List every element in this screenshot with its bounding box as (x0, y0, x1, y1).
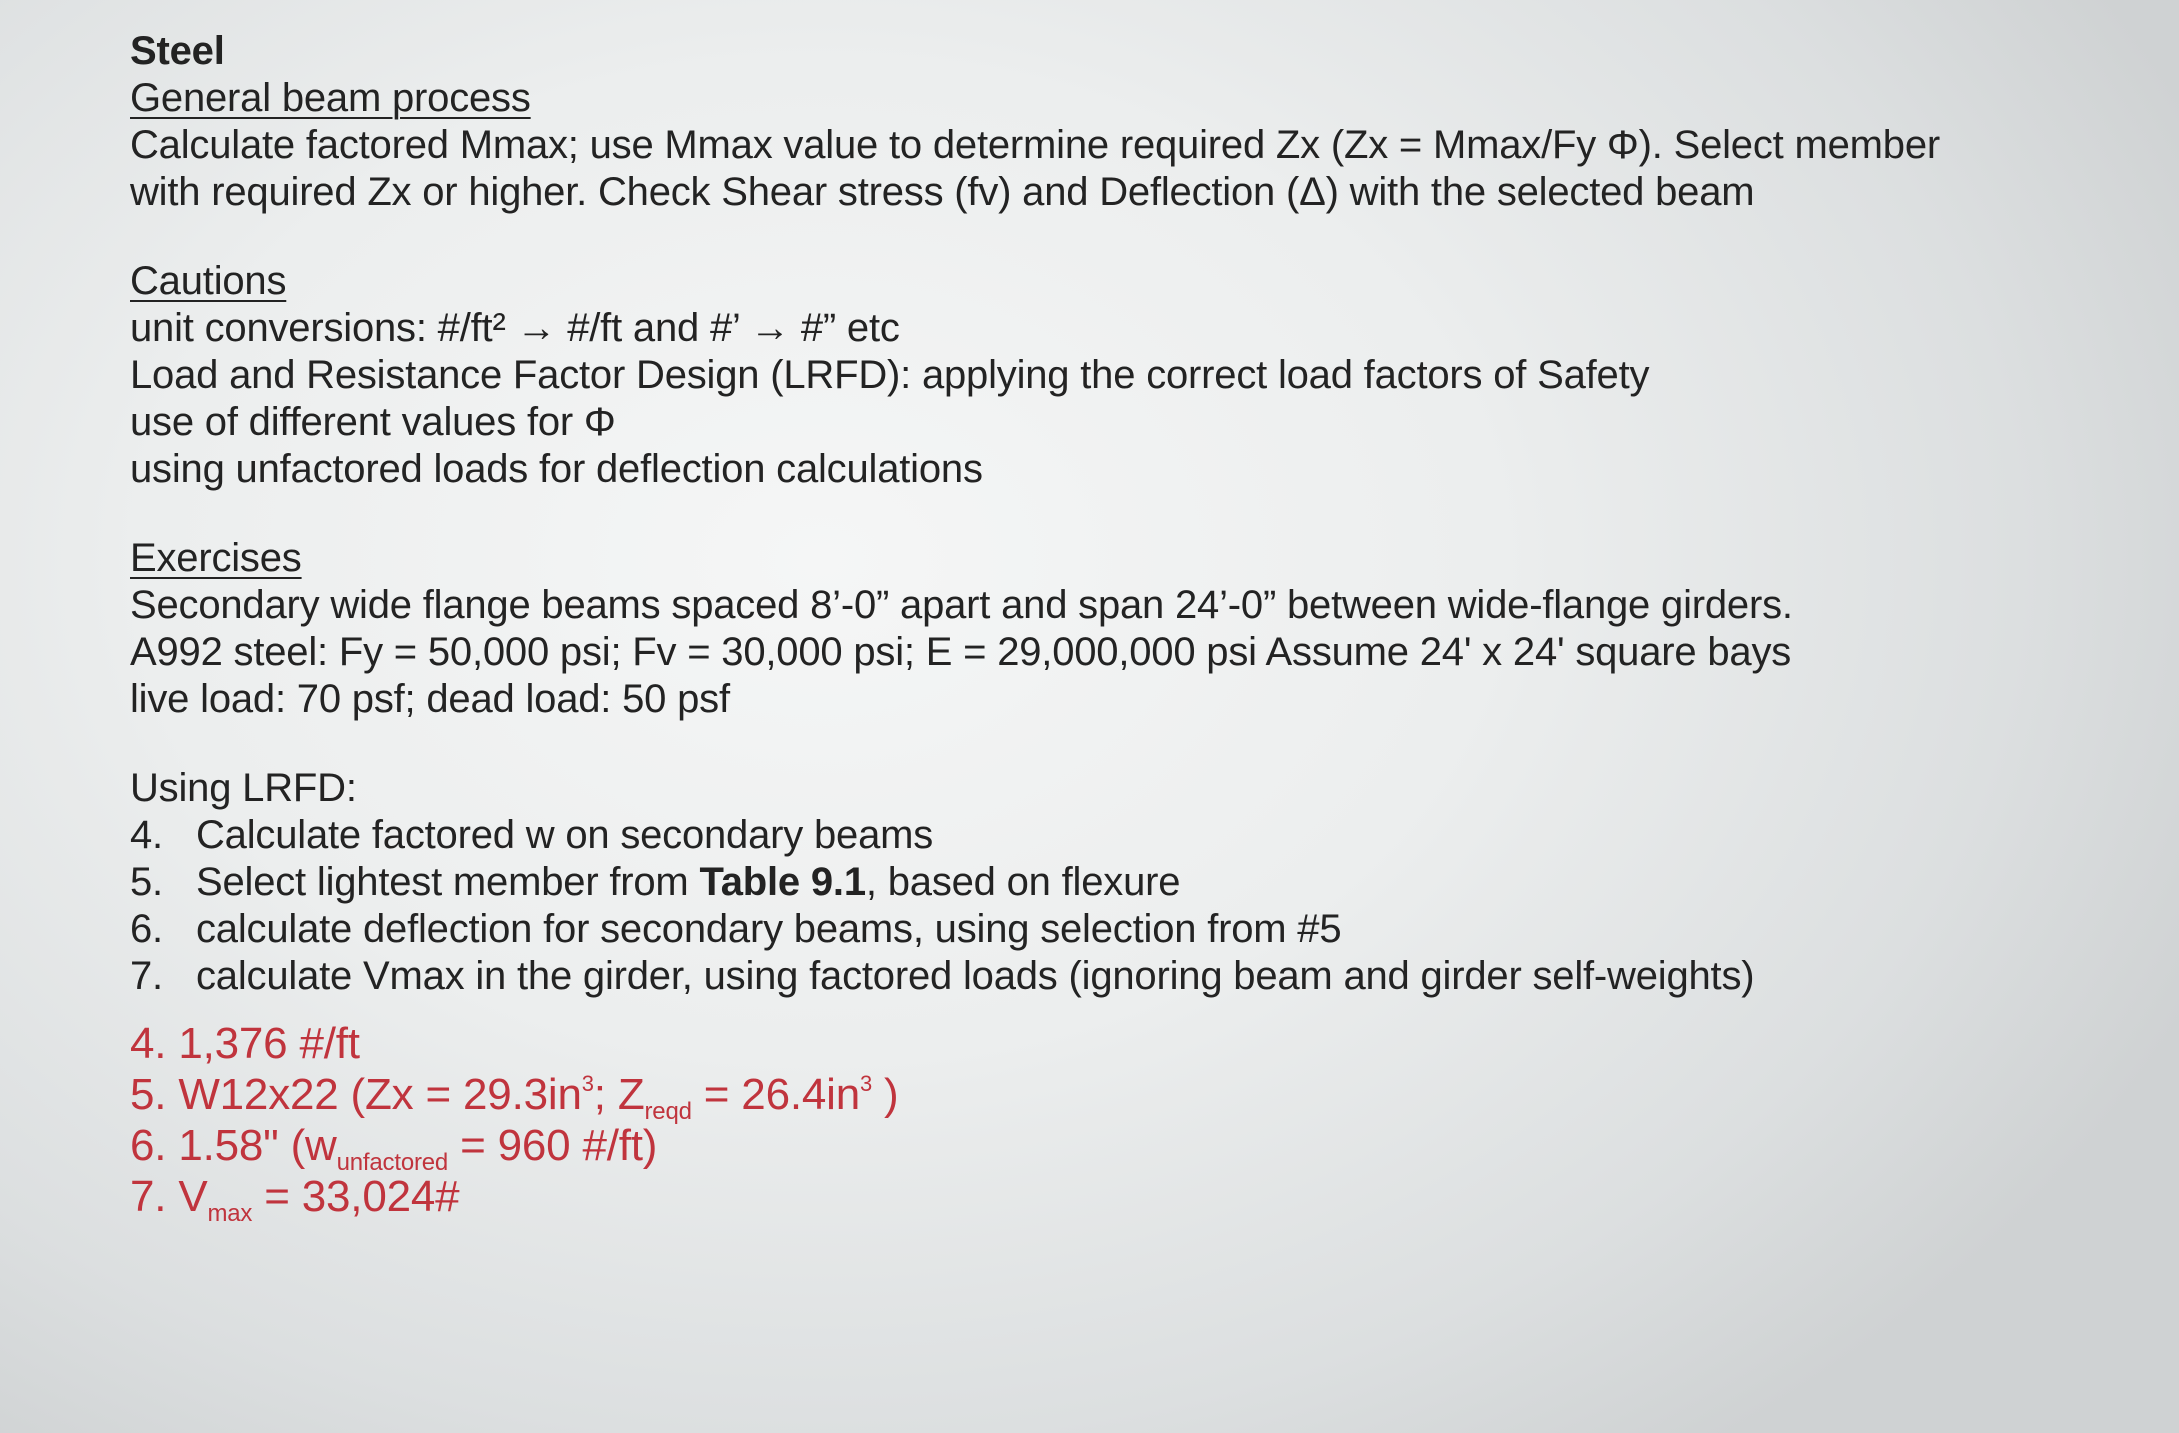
step-number: 6. (130, 907, 163, 951)
answers-block (130, 1018, 2110, 1227)
step-number: 4. (130, 813, 163, 857)
document (130, 28, 2110, 1227)
table-reference: Table 9.1 (699, 860, 866, 904)
lrfd-steps (130, 812, 2110, 1000)
step-text: Calculate factored w on secondary beams (196, 813, 934, 857)
general-line-1: Calculate factored Mmax; use Mmax value to determine required Zx (Zx = Mmax/Fy Φ). Select member (130, 123, 1940, 167)
step-text: calculate deflection for secondary beams, using selection from #5 (196, 907, 1342, 951)
cautions-heading: Cautions (130, 259, 287, 303)
caution-item: use of different values for Φ (130, 400, 616, 444)
caution-item: Load and Resistance Factor Design (LRFD): applying the correct load factors of Safety (130, 353, 1650, 397)
exercise-line: Secondary wide flange beams spaced 8’-0” apart and span 24’-0” between wide-flange girders. (130, 583, 1793, 627)
answer-5: 5. W12x22 ($Zx = 29.3in^3$; $Z_{reqd} = 26.4in^3$ ) (130, 1070, 899, 1125)
caution-item: unit conversions: #/ft² → #/ft and #’ → #” etc (130, 306, 900, 350)
lrfd-step (130, 812, 2110, 859)
lrfd-heading: Using LRFD: (130, 766, 357, 810)
answer-6: 6. 1.58" ($w_{unfactored} = 960$ #/ft) (130, 1121, 658, 1176)
page-title: Steel (130, 29, 225, 73)
step-number: 7. (130, 954, 163, 998)
lrfd-step (130, 859, 2110, 906)
answer-7: 7. $V_{max}$ = 33,024# (130, 1172, 460, 1227)
lrfd-step (130, 906, 2110, 953)
step-text: calculate Vmax in the girder, using factored loads (ignoring beam and girder self-weights) (196, 954, 1755, 998)
exercise-line: live load: 70 psf; dead load: 50 psf (130, 677, 730, 721)
general-line-2: with required Zx or higher. Check Shear stress (fv) and Deflection (Δ) with the selected beam (130, 170, 1755, 214)
exercises-heading: Exercises (130, 536, 302, 580)
step-number: 5. (130, 860, 163, 904)
answer-4: 4. 1,376 #/ft (130, 1019, 360, 1068)
caution-item: using unfactored loads for deflection calculations (130, 447, 983, 491)
step-text: Select lightest member from Table 9.1, based on flexure (196, 860, 1181, 904)
general-heading: General beam process (130, 76, 531, 120)
exercise-line: A992 steel: Fy = 50,000 psi; Fv = 30,000 psi; E = 29,000,000 psi Assume 24' x 24' square bays (130, 630, 1792, 674)
lrfd-step (130, 953, 2110, 1000)
